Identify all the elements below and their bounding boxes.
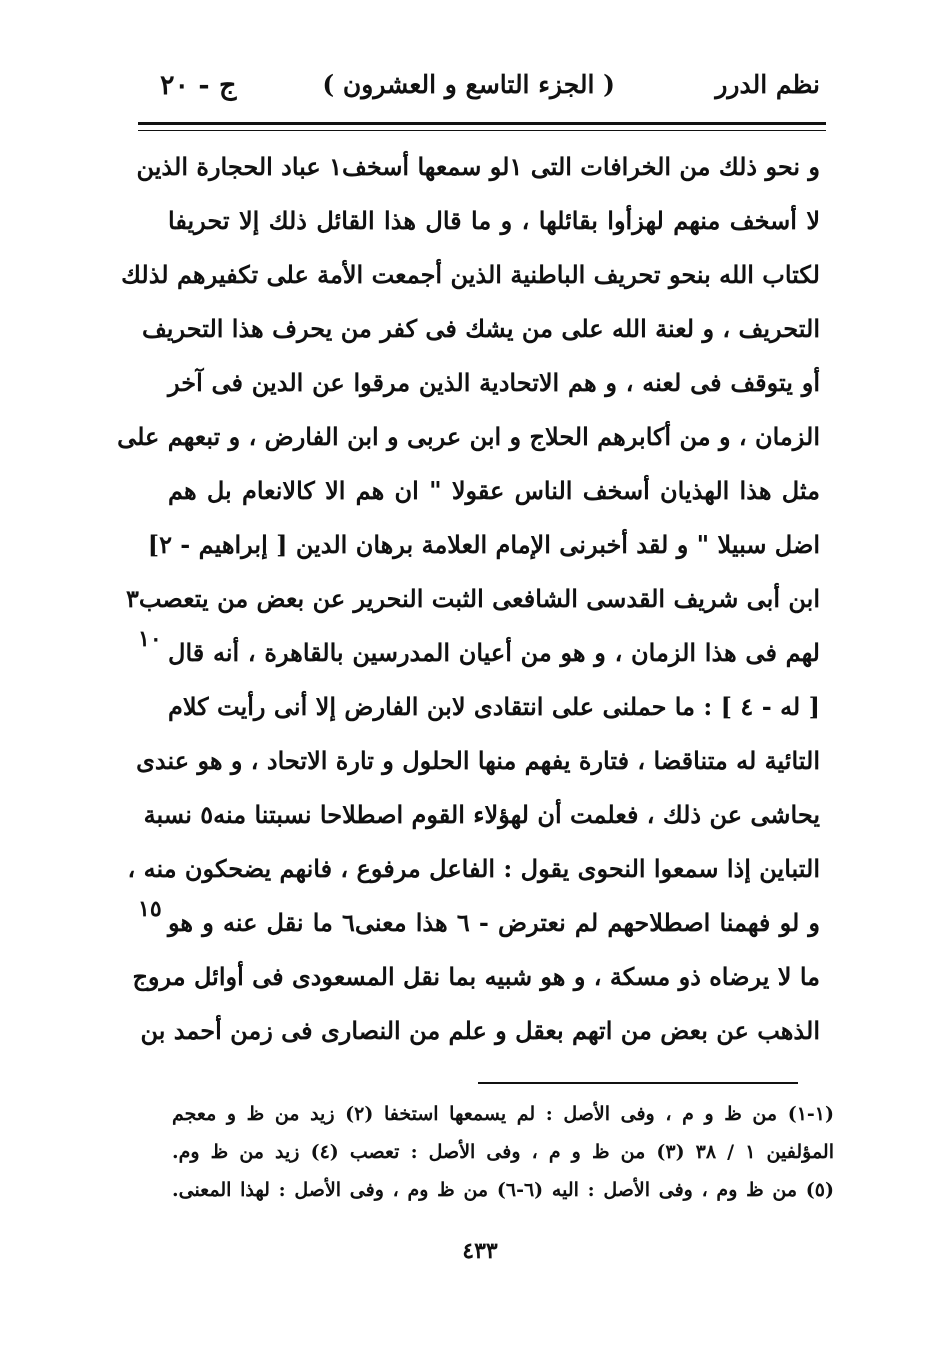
footnote-separator — [478, 1082, 798, 1084]
text-line: اضل سبيلا " و لقد أخبرنى الإمام العلامة برهان الدين [ إبراهيم - ٢] — [147, 530, 820, 559]
margin-line-number-15: ١٥ — [138, 896, 162, 922]
text-line: [ له - ٤ ] : ما حملنى على انتقادى لابن الفارض إلا أنى رأيت كلام — [168, 692, 821, 721]
footnote-line: المؤلفين ١ / ٣٨ (٣) من ظ و م ، وفى الأصل : تعصب (٤) زيد من ظ وم. — [172, 1141, 834, 1163]
text-line: و لو فهمنا اصطلاحهم لم نعترض - ٦ هذا معنى٦ ما نقل عنه و هو — [168, 908, 821, 937]
text-line: و نحو ذلك من الخرافات التى ١لو سمعها أسخف١ عباد الحجارة الذين — [136, 152, 820, 181]
text-line: مثل هذا الهذيان أسخف الناس عقولا " ان هم الا كالانعام بل هم — [168, 476, 820, 505]
text-line: التباين إذا سمعوا النحوى يقول : الفاعل مرفوع ، فانهم يضحكون منه ، — [127, 854, 820, 883]
text-line: التائية له متناقضا ، فتارة يفهم منها الحلول و تارة الاتحاد ، و هو عندى — [136, 746, 820, 775]
main-text — [117, 140, 821, 1058]
text-line: الذهب عن بعض من اتهم بعقل و علم من النصارى فى زمن أحمد بن — [140, 1016, 820, 1045]
part-title: ( الجزء التاسع و العشرون ) — [322, 70, 615, 99]
text-line: ما لا يرضاه ذو مسكة ، و هو شبيه بما نقل المسعودى فى أوائل مروج — [132, 962, 820, 991]
text-line: ابن أبى شريف القدسى الشافعى الثبت النحرير عن بعض من يتعصب٣ — [125, 584, 820, 613]
header-rule-thin — [138, 130, 826, 131]
text-line: أو يتوقف فى لعنه ، و هم الاتحادية الذين مرقوا عن الدين فى آخر — [168, 368, 820, 397]
footnote-line: (١-١) من ظ و م ، وفى الأصل : لم يسمعها استخفا (٢) زيد من ظ و معجم — [172, 1103, 835, 1125]
header-rule-thick — [138, 122, 826, 125]
footnotes — [172, 1095, 834, 1209]
book-title: نظم الدرر — [715, 70, 820, 99]
volume-number: ج - ٢٠ — [160, 70, 237, 101]
text-line: يحاشى عن ذلك ، فعلمت أن لهؤلاء القوم اصطلاحا نسبتنا منه٥ نسبة — [143, 800, 820, 829]
page-number: ٤٣٣ — [462, 1238, 498, 1264]
margin-line-number-10: ١٠ — [138, 626, 162, 652]
text-line: لا أسخف منهم لهزأوا بقائلها ، و ما قال هذا القائل ذلك إلا تحريفا — [168, 206, 820, 235]
running-header — [150, 62, 820, 112]
footnote-line: (٥) من ظ وم ، وفى الأصل : اليه (٦-٦) من ظ وم ، وفى الأصل : لهذا المعنى. — [172, 1179, 834, 1201]
text-line: التحريف ، و لعنة الله على من يشك فى كفر من يحرف هذا التحريف — [141, 314, 820, 343]
text-line: لهم فى هذا الزمان ، و هو من أعيان المدرسين بالقاهرة ، أنه قال — [168, 638, 820, 667]
text-line: لكتاب الله بنحو تحريف الباطنية الذين أجمعت الأمة على تكفيرهم لذلك — [121, 260, 820, 289]
text-line: الزمان ، و من أكابرهم الحلاج و ابن عربى و ابن الفارض ، و تبعهم على — [117, 422, 820, 451]
